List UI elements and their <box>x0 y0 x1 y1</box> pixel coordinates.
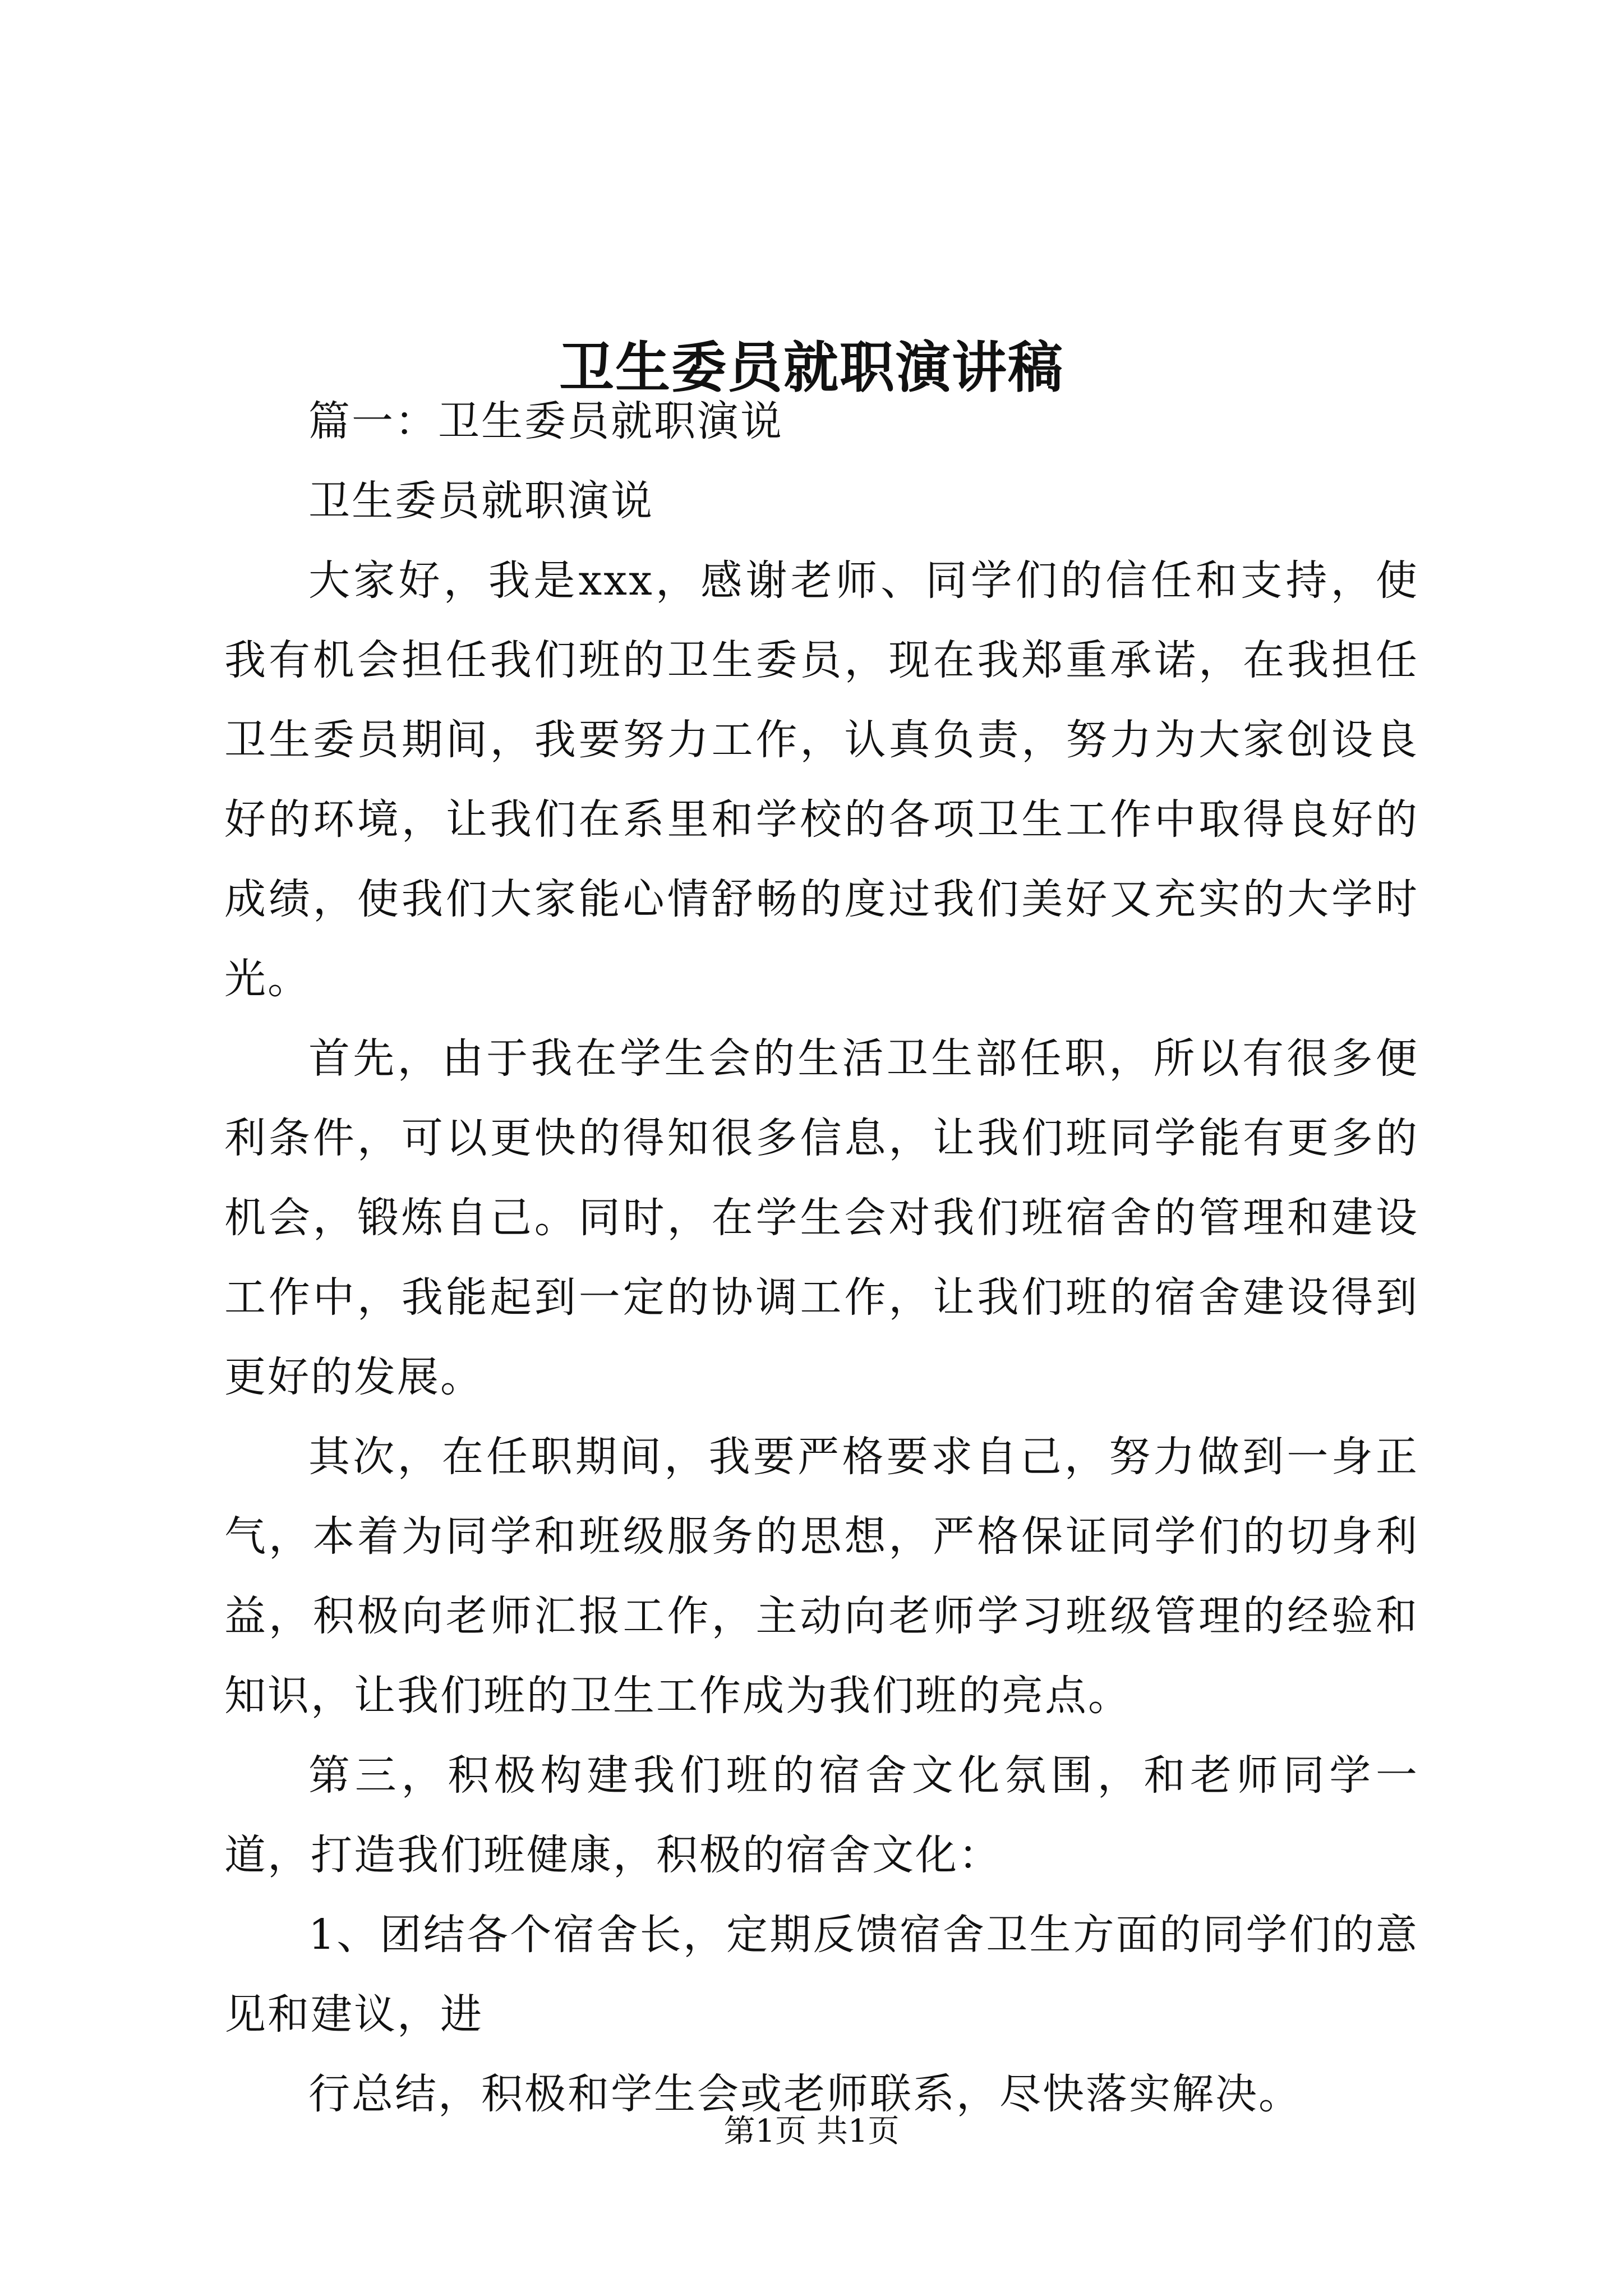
list-item-1-continued: 行总结，积极和学生会或老师联系，尽快落实解决。 <box>308 2070 1302 2118</box>
paragraph-third: 第三，积极构建我们班的宿舍文化氛围，和老师同学一道，打造我们班健康，积极的宿舍文化： <box>224 1751 1419 1879</box>
paragraph-greeting: 大家好，我是xxx，感谢老师、同学们的信任和支持，使我有机会担任我们班的卫生委员，现在我郑重承诺，在我担任卫生委员期间，我要努力工作，认真负责，努力为大家创设良好的环境，让我们在系里和学校的各项卫生工作中取得良好的成绩，使我们大家能心情舒畅的度过我们美好又充实的大学时光。 <box>224 556 1419 1003</box>
document-title: 卫生委员就职演讲稿 <box>559 335 1064 400</box>
page-footer: 第1页 共1页 <box>723 2113 900 2150</box>
list-item-1: 1、团结各个宿舍长，定期反馈宿舍卫生方面的同学们的意见和建议，进 <box>224 1911 1419 2039</box>
subheading: 卫生委员就职演说 <box>308 477 654 525</box>
paragraph-second: 其次，在任职期间，我要严格要求自己，努力做到一身正气，本着为同学和班级服务的思想，严格保证同学们的切身利益，积极向老师汇报工作，主动向老师学习班级管理的经验和知识，让我们班的卫生工作成为我们班的亮点。 <box>224 1433 1419 1720</box>
section-heading: 篇一：卫生委员就职演说 <box>308 397 783 445</box>
document-body <box>224 381 1419 2134</box>
paragraph-first: 首先，由于我在学生会的生活卫生部任职，所以有很多便利条件，可以更快的得知很多信息，让我们班同学能有更多的机会，锻炼自己。同时，在学生会对我们班宿舍的管理和建设工作中，我能起到一定的协调工作，让我们班的宿舍建设得到更好的发展。 <box>224 1034 1419 1401</box>
